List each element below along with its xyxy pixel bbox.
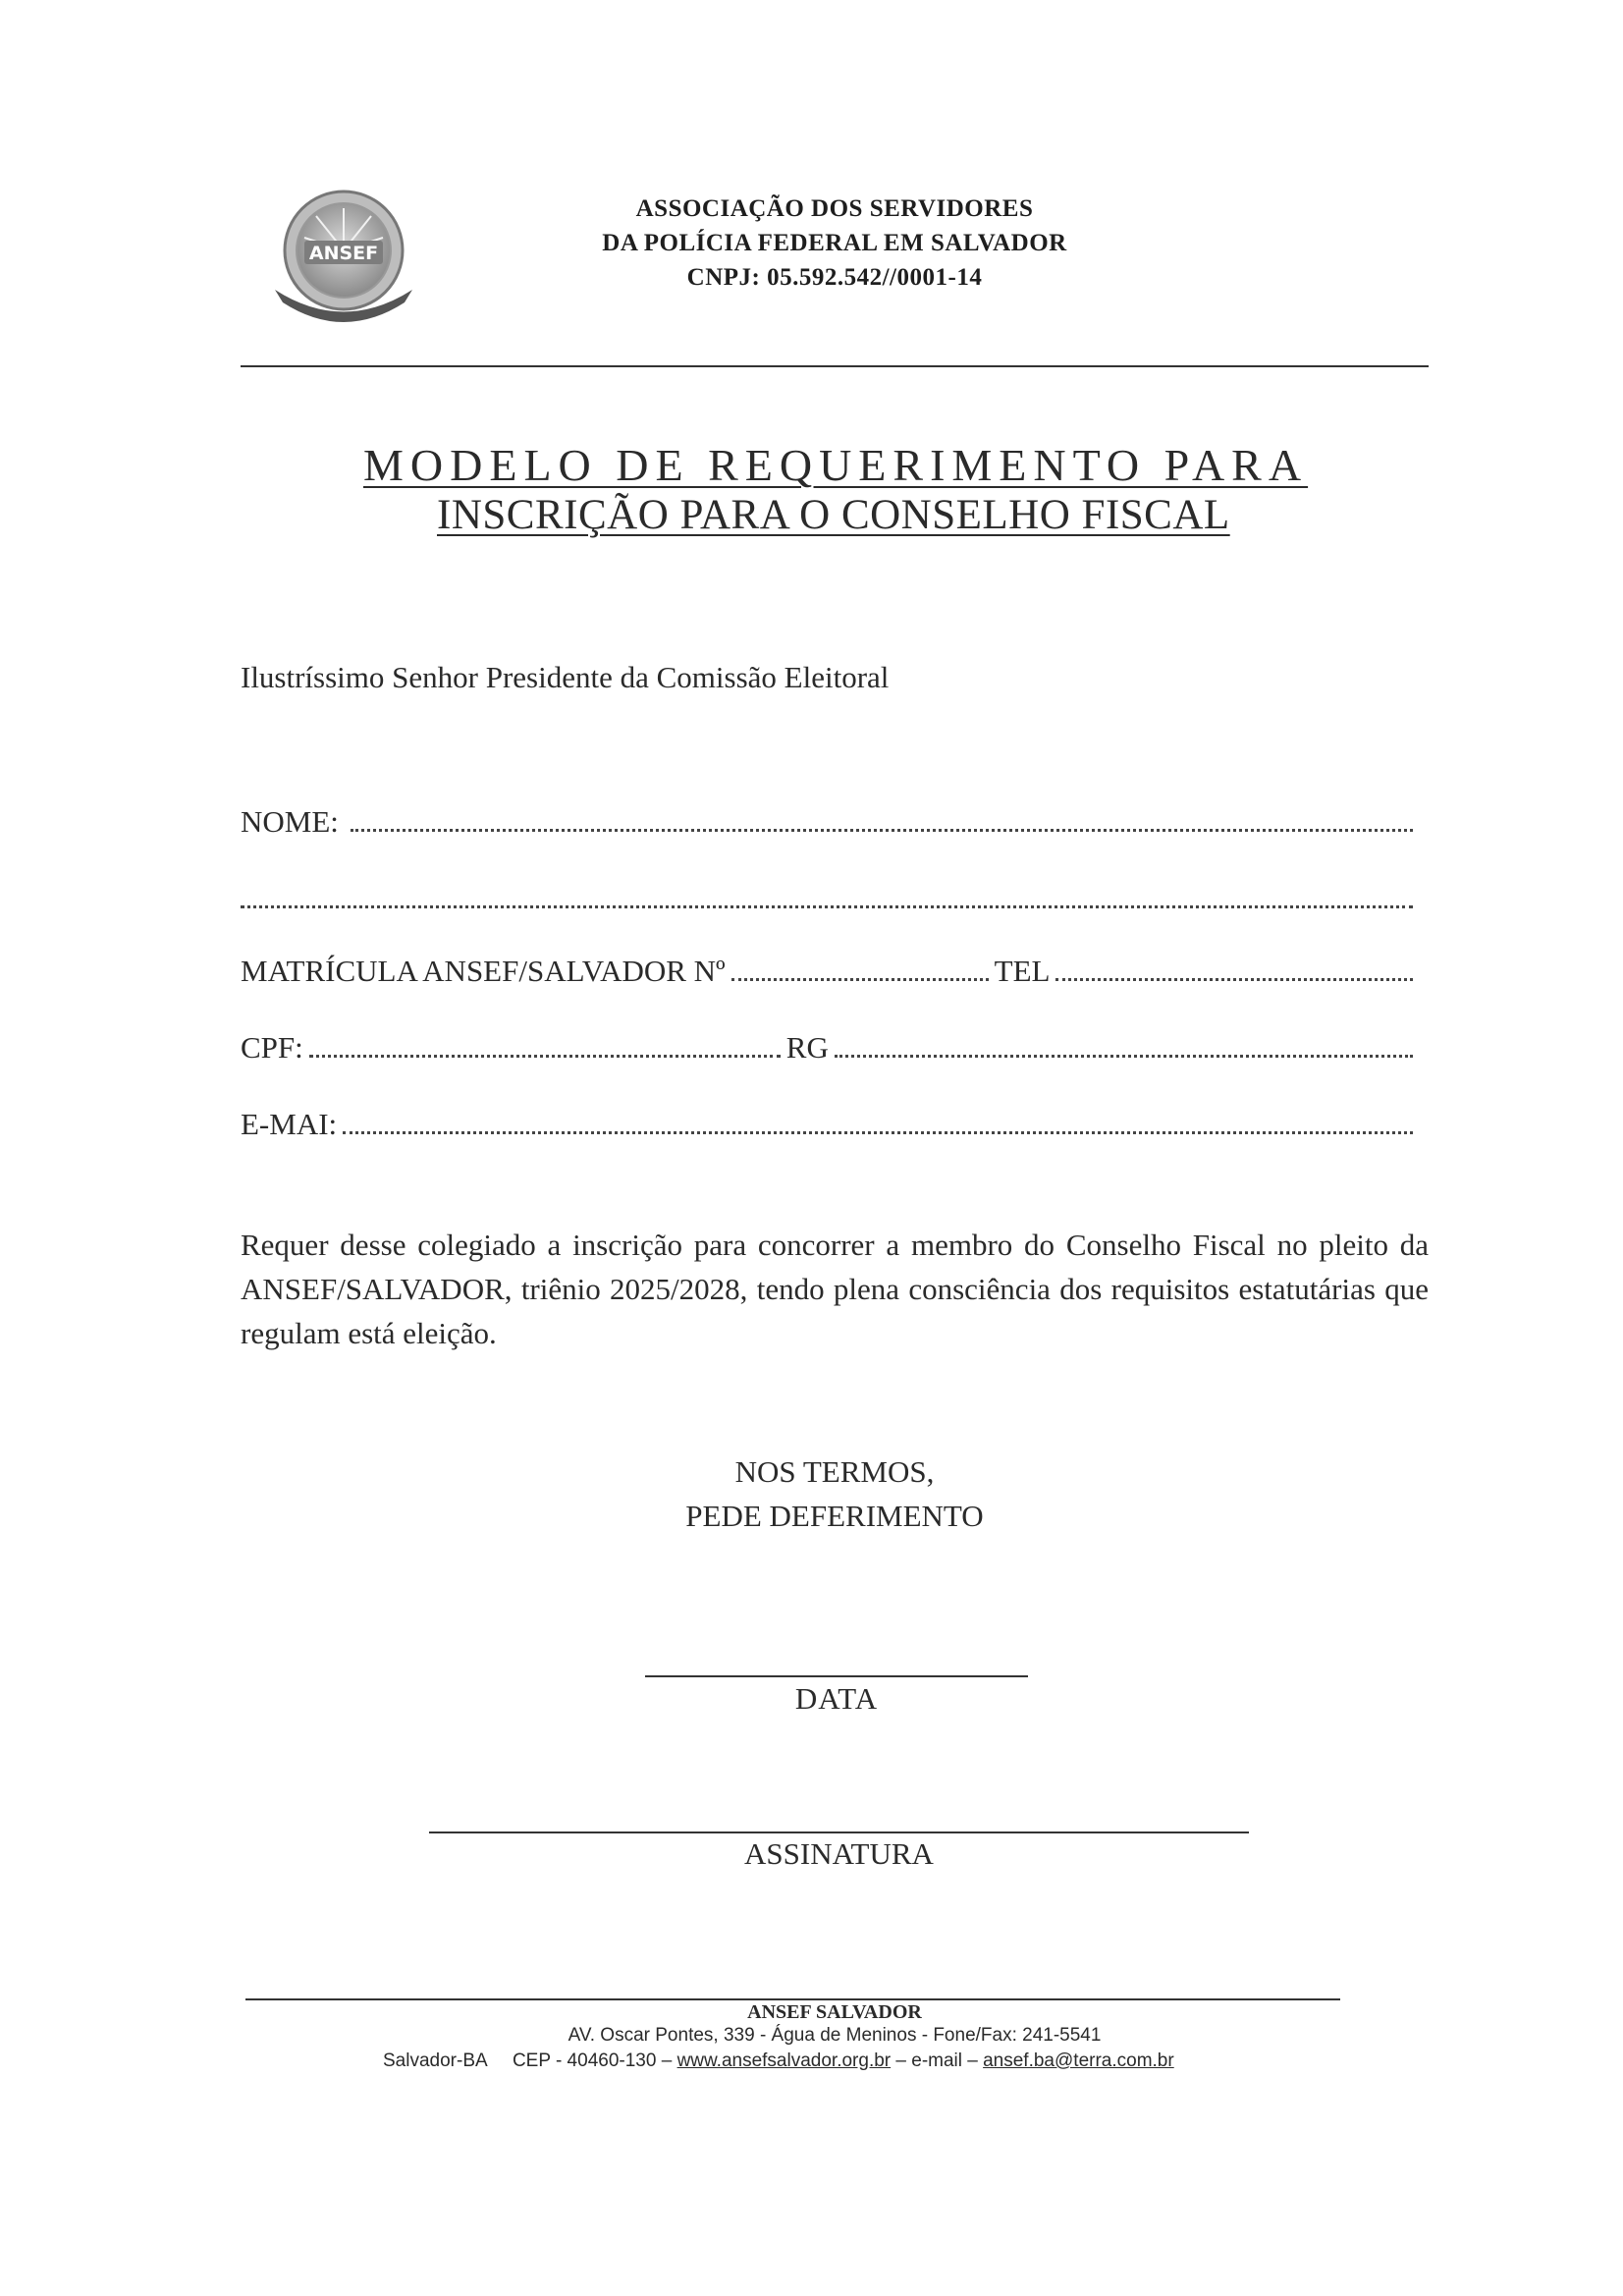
ansef-seal-icon: [265, 187, 422, 334]
document-title-line1: MODELO DE REQUERIMENTO PARA: [363, 440, 1309, 490]
cpf-fill-line[interactable]: [309, 1055, 781, 1058]
footer-address: AV. Oscar Pontes, 339 - Água de Meninos - Fone/Fax: 241-5541: [568, 2025, 1102, 2046]
org-name-line1: ASSOCIAÇÃO DOS SERVIDORES: [635, 195, 1034, 222]
footer-city: Salvador-BA: [383, 2050, 488, 2071]
cpf-label: CPF:: [241, 1030, 303, 1065]
matricula-label: MATRÍCULA ANSEF/SALVADOR Nº: [241, 954, 726, 988]
logo-text: ANSEF: [308, 243, 379, 264]
nome-label: NOME:: [241, 804, 339, 839]
closing-line2: PEDE DEFERIMENTO: [685, 1499, 984, 1533]
signature-label: ASSINATURA: [744, 1836, 934, 1871]
footer-email-separator: – e-mail –: [895, 2050, 978, 2071]
footer-contact: [383, 2050, 1365, 2072]
org-name-line2: DA POLÍCIA FEDERAL EM SALVADOR: [602, 230, 1067, 256]
email-label: E-MAI:: [241, 1107, 338, 1141]
org-cnpj: CNPJ: 05.592.542//0001-14: [686, 264, 983, 291]
signature-line[interactable]: [429, 1831, 1249, 1833]
rg-fill-line[interactable]: [835, 1055, 1413, 1058]
matricula-row: [241, 950, 1419, 989]
date-signature-line[interactable]: [645, 1675, 1028, 1677]
footer-title: ANSEF SALVADOR: [747, 2001, 922, 2023]
request-paragraph: Requer desse colegiado a inscrição para concorrer a membro do Conselho Fiscal no pleito da ANSEF/SALVADOR, triênio 2025/2028, tendo plena consciência dos requisitos estatutárias que regulam está eleição.: [241, 1228, 1429, 1350]
nome-row: [241, 800, 1419, 840]
tel-label: TEL: [994, 954, 1051, 988]
organization-header: [550, 191, 1119, 295]
nome-fill-line[interactable]: [351, 829, 1413, 832]
closing-block: [638, 1449, 1031, 1538]
date-label: DATA: [794, 1681, 879, 1716]
email-fill-line[interactable]: [343, 1131, 1413, 1134]
footer-divider: [245, 1998, 1340, 2000]
matricula-fill-line[interactable]: [731, 978, 989, 981]
footer-cep: CEP - 40460-130 –: [512, 2050, 673, 2071]
nome-continuation-line[interactable]: [241, 905, 1413, 908]
email-row: [241, 1103, 1419, 1142]
cpf-row: [241, 1026, 1419, 1066]
salutation: Ilustríssimo Senhor Presidente da Comissão Eleitoral: [241, 660, 890, 694]
footer-email-link[interactable]: ansef.ba@terra.com.br: [983, 2050, 1174, 2071]
closing-line1: NOS TERMOS,: [734, 1454, 935, 1489]
rg-label: RG: [785, 1030, 829, 1065]
header-divider: [241, 365, 1429, 367]
document-title-line2: INSCRIÇÃO PARA O CONSELHO FISCAL: [437, 492, 1230, 538]
footer-website-link[interactable]: www.ansefsalvador.org.br: [676, 2050, 892, 2071]
tel-fill-line[interactable]: [1055, 978, 1413, 981]
nome-continuation-row: [241, 877, 1419, 916]
